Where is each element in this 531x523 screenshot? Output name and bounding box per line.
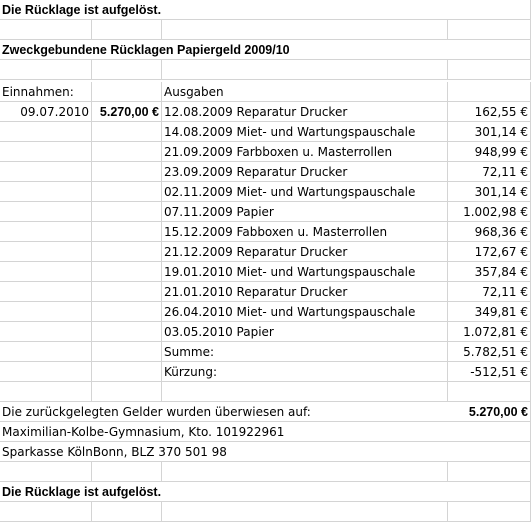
empty-cell[interactable] — [162, 382, 448, 402]
empty-cell[interactable] — [0, 302, 92, 322]
expense-desc-cell[interactable] — [162, 282, 448, 302]
expense-amount-cell[interactable] — [448, 142, 531, 162]
sum-value-cell[interactable] — [448, 342, 531, 362]
account-line2: Sparkasse KölnBonn, BLZ 370 501 98 — [2, 445, 227, 459]
transfer-text: Die zurückgelegten Gelder wurden überwiesen auf: — [2, 405, 311, 419]
empty-cell[interactable] — [0, 322, 92, 342]
empty-cell[interactable] — [0, 262, 92, 282]
expense-desc-cell[interactable] — [162, 182, 448, 202]
account-line1: Maximilian-Kolbe-Gymnasium, Kto. 101922961 — [2, 425, 285, 439]
expense-amount: 1.002,98 € — [463, 205, 528, 219]
empty-cell[interactable] — [162, 502, 448, 522]
expense-amount: 948,99 € — [474, 145, 528, 159]
row-title-bottom — [0, 482, 531, 502]
account-line2-cell[interactable] — [0, 442, 448, 462]
empty-cell[interactable] — [0, 142, 92, 162]
expense-amount: 357,84 € — [474, 265, 528, 279]
expense-date: 21.01.2010 — [164, 285, 233, 299]
income-label: Einnahmen: — [2, 85, 74, 99]
expense-desc: Farbboxen u. Masterrollen — [236, 145, 393, 159]
empty-cell[interactable] — [0, 122, 92, 142]
empty-cell[interactable] — [162, 462, 448, 482]
expense-amount-cell[interactable] — [448, 242, 531, 262]
empty-cell[interactable] — [162, 60, 448, 80]
heading-cell[interactable] — [0, 40, 448, 60]
row-blank — [0, 462, 531, 482]
empty-cell[interactable] — [92, 82, 162, 102]
expense-date: 15.12.2009 — [164, 225, 233, 239]
row-account-2 — [0, 442, 531, 462]
cut-label-cell[interactable] — [162, 362, 448, 382]
empty-cell[interactable] — [448, 502, 531, 522]
title-bottom-text: Die Rücklage ist aufgelöst. — [2, 485, 162, 499]
expense-date: 19.01.2010 — [164, 265, 233, 279]
empty-cell[interactable] — [0, 342, 92, 362]
empty-cell[interactable] — [92, 202, 162, 222]
row-cut — [0, 362, 531, 382]
expense-amount: 172,67 € — [474, 245, 528, 259]
transfer-text-cell[interactable] — [0, 402, 448, 422]
empty-cell[interactable] — [448, 422, 531, 442]
row-labels — [0, 82, 531, 102]
row-account-1 — [0, 422, 531, 442]
expense-row — [0, 162, 531, 182]
expense-amount-cell[interactable] — [448, 202, 531, 222]
empty-cell[interactable] — [448, 382, 531, 402]
empty-cell[interactable] — [92, 182, 162, 202]
empty-cell[interactable] — [0, 242, 92, 262]
expense-date: 03.05.2010 — [164, 325, 233, 339]
cut-value: -512,51 € — [470, 365, 528, 379]
expense-desc-cell[interactable] — [162, 162, 448, 182]
empty-cell[interactable] — [92, 342, 162, 362]
empty-cell[interactable] — [0, 20, 92, 40]
expense-amount-cell[interactable] — [448, 122, 531, 142]
empty-cell[interactable] — [0, 222, 92, 242]
expense-row — [0, 202, 531, 222]
row-transfer — [0, 402, 531, 422]
expense-amount-cell[interactable] — [448, 282, 531, 302]
title-bottom-cell[interactable] — [0, 482, 448, 502]
expense-row — [0, 142, 531, 162]
expense-desc-cell[interactable] — [162, 222, 448, 242]
row-blank — [0, 20, 531, 40]
empty-cell[interactable] — [0, 162, 92, 182]
expense-amount: 349,81 € — [474, 305, 528, 319]
expense-row — [0, 322, 531, 342]
expense-label-cell[interactable] — [162, 82, 448, 102]
empty-cell[interactable] — [448, 82, 531, 102]
expense-desc: Reparatur Drucker — [236, 105, 348, 119]
empty-cell[interactable] — [448, 40, 531, 60]
expense-desc: Reparatur Drucker — [236, 285, 348, 299]
expense-row — [0, 182, 531, 202]
expense-desc: Miet- und Wartungspauschale — [236, 265, 416, 279]
row-blank — [0, 60, 531, 80]
empty-cell[interactable] — [92, 122, 162, 142]
expense-desc-cell[interactable] — [162, 122, 448, 142]
expense-desc-cell[interactable] — [162, 242, 448, 262]
empty-cell[interactable] — [448, 60, 531, 80]
empty-cell[interactable] — [162, 20, 448, 40]
expense-date: 12.08.2009 — [164, 105, 233, 119]
sum-value: 5.782,51 € — [463, 345, 528, 359]
income-amount-cell[interactable] — [92, 102, 162, 122]
empty-cell[interactable] — [92, 322, 162, 342]
heading-text: Zweckgebundene Rücklagen Papiergeld 2009/10 — [2, 43, 290, 57]
expense-amount: 162,55 € — [474, 105, 528, 119]
income-date-cell[interactable] — [0, 102, 92, 122]
empty-cell[interactable] — [92, 262, 162, 282]
expense-amount: 968,36 € — [474, 225, 528, 239]
expense-desc-cell[interactable] — [162, 322, 448, 342]
expense-desc: Miet- und Wartungspauschale — [236, 125, 416, 139]
income-date: 09.07.2010 — [20, 105, 89, 119]
row-title-top — [0, 0, 531, 20]
title-top-cell[interactable] — [0, 0, 448, 20]
expense-date: 21.09.2009 — [164, 145, 233, 159]
expense-amount-cell[interactable] — [448, 102, 531, 122]
expense-date: 02.11.2009 — [164, 185, 233, 199]
expense-row — [0, 122, 531, 142]
expense-desc: Reparatur Drucker — [236, 245, 348, 259]
empty-cell[interactable] — [92, 382, 162, 402]
empty-cell[interactable] — [0, 382, 92, 402]
row-sum — [0, 342, 531, 362]
empty-cell[interactable] — [92, 282, 162, 302]
empty-cell[interactable] — [448, 442, 531, 462]
expense-amount: 301,14 € — [474, 185, 528, 199]
expense-desc-cell[interactable] — [162, 202, 448, 222]
expense-desc-cell[interactable] — [162, 262, 448, 282]
empty-cell[interactable] — [0, 60, 92, 80]
expense-amount-cell[interactable] — [448, 322, 531, 342]
income-label-cell[interactable] — [0, 82, 92, 102]
expense-amount: 72,11 € — [482, 165, 528, 179]
expense-amount-cell[interactable] — [448, 162, 531, 182]
empty-cell[interactable] — [92, 222, 162, 242]
expense-desc: Miet- und Wartungspauschale — [236, 305, 416, 319]
row-blank — [0, 502, 531, 522]
expense-date: 14.08.2009 — [164, 125, 233, 139]
expense-desc-cell[interactable] — [162, 142, 448, 162]
expense-row — [0, 302, 531, 322]
empty-cell[interactable] — [0, 502, 92, 522]
expense-date: 21.12.2009 — [164, 245, 233, 259]
transfer-amount-cell[interactable] — [448, 402, 531, 422]
cut-value-cell[interactable] — [448, 362, 531, 382]
expense-amount-cell[interactable] — [448, 262, 531, 282]
empty-cell[interactable] — [0, 282, 92, 302]
expense-desc-cell[interactable] — [162, 102, 448, 122]
empty-cell[interactable] — [92, 462, 162, 482]
empty-cell[interactable] — [92, 20, 162, 40]
empty-cell[interactable] — [92, 502, 162, 522]
expense-desc: Fabboxen u. Masterrollen — [236, 225, 388, 239]
empty-cell[interactable] — [92, 302, 162, 322]
row-blank — [0, 382, 531, 402]
expense-amount-cell[interactable] — [448, 302, 531, 322]
account-line1-cell[interactable] — [0, 422, 448, 442]
empty-cell[interactable] — [448, 482, 531, 502]
empty-cell[interactable] — [0, 182, 92, 202]
expense-row — [0, 242, 531, 262]
sum-label: Summe: — [164, 345, 215, 359]
empty-cell[interactable] — [0, 362, 92, 382]
empty-cell[interactable] — [0, 202, 92, 222]
empty-cell[interactable] — [92, 242, 162, 262]
expense-desc: Papier — [236, 325, 274, 339]
expense-date: 26.04.2010 — [164, 305, 233, 319]
sum-label-cell[interactable] — [162, 342, 448, 362]
expense-amount: 72,11 € — [482, 285, 528, 299]
empty-cell[interactable] — [448, 462, 531, 482]
expense-date: 07.11.2009 — [164, 205, 233, 219]
expense-date: 23.09.2009 — [164, 165, 233, 179]
empty-cell[interactable] — [92, 142, 162, 162]
cut-label: Kürzung: — [164, 365, 217, 379]
empty-cell[interactable] — [92, 362, 162, 382]
expense-amount: 1.072,81 € — [463, 325, 528, 339]
empty-cell[interactable] — [448, 20, 531, 40]
expense-desc-cell[interactable] — [162, 302, 448, 322]
expense-amount-cell[interactable] — [448, 222, 531, 242]
title-top-text: Die Rücklage ist aufgelöst. — [2, 3, 162, 17]
row-heading — [0, 40, 531, 60]
income-amount: 5.270,00 € — [99, 105, 159, 119]
empty-cell[interactable] — [0, 462, 92, 482]
expense-label: Ausgaben — [164, 85, 224, 99]
empty-cell[interactable] — [448, 0, 531, 20]
expense-row — [0, 262, 531, 282]
expense-row — [0, 282, 531, 302]
expense-amount-cell[interactable] — [448, 182, 531, 202]
empty-cell[interactable] — [92, 60, 162, 80]
expense-row — [0, 102, 531, 122]
expense-desc: Miet- und Wartungspauschale — [236, 185, 416, 199]
empty-cell[interactable] — [92, 162, 162, 182]
expense-desc: Papier — [236, 205, 274, 219]
expense-amount: 301,14 € — [474, 125, 528, 139]
expense-row — [0, 222, 531, 242]
expense-desc: Reparatur Drucker — [236, 165, 348, 179]
transfer-amount: 5.270,00 € — [468, 405, 528, 419]
